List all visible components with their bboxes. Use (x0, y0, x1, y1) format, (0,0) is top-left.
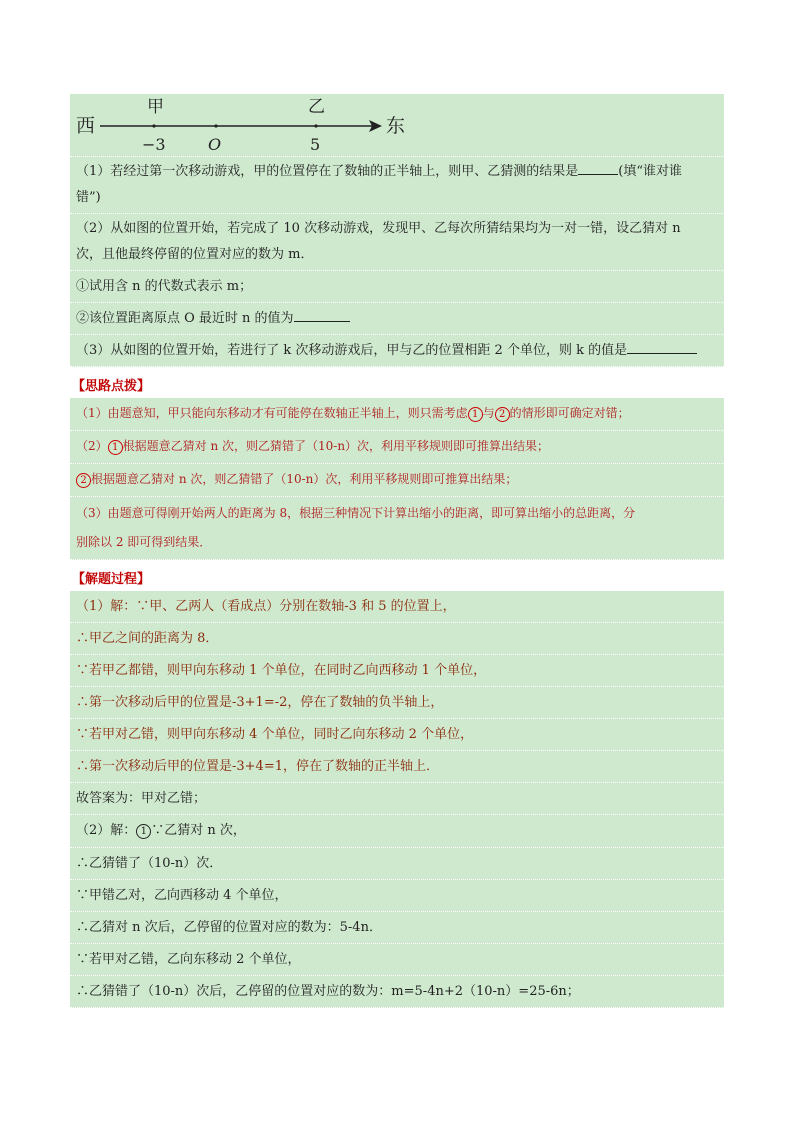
hint-1-mid: 与 (482, 406, 495, 420)
solution-heading: 【解题过程】 (70, 560, 724, 591)
hint-block (70, 398, 724, 560)
tick-label-5: 5 (310, 135, 321, 154)
question-2-part1: ①试用含 n 的代数式表示 m； (70, 271, 724, 303)
circled-number-2: 2 (495, 407, 510, 422)
solution-line: ∴甲乙之间的距离为 8． (70, 623, 724, 655)
solution-2-text: ∵乙猜对 n 次， (151, 823, 246, 838)
solution-line: ∵甲错乙对，乙向西移动 4 个单位， (70, 880, 724, 912)
answer-blank-3[interactable] (627, 353, 697, 354)
west-label: 西 (76, 115, 96, 137)
east-label: 东 (386, 115, 406, 137)
solution-line: ∵若甲对乙错，则甲向东移动 4 个单位，同时乙向东移动 2 个单位， (70, 719, 724, 751)
question-2-text: （2）从如图的位置开始，若完成了 10 次移动游戏，发现甲、乙每次所猜结果均为一对一错，设乙猜对 n (76, 221, 681, 236)
circled-number-2: 2 (76, 473, 91, 488)
solution-line: ∴乙猜错了（10-n）次． (70, 848, 724, 880)
problem-block (70, 94, 724, 367)
hint-4-text: （3）由题意可得刚开始两人的距离为 8，根据三种情况下计算出缩小的距离，即可算出缩小的总距离，分 (76, 506, 636, 520)
circled-number-1: 1 (108, 440, 123, 455)
hint-2-text: 根据题意乙猜对 n 次，则乙猜错了（10-n）次，利用平移规则即可推算出结果； (122, 439, 550, 453)
solution-line: ∴第一次移动后甲的位置是-3+1=-2，停在了数轴的负半轴上， (70, 687, 724, 719)
solution-line: ∴乙猜错了（10-n）次后，乙停留的位置对应的数为：m=5-4n+2（10-n）=25-6n； (70, 976, 724, 1008)
question-2 (70, 214, 724, 271)
hint-2-prefix: （2） (76, 439, 108, 453)
hint-1-end: 的情形即可确定对错； (509, 406, 630, 420)
jia-label: 甲 (147, 97, 164, 117)
solution-line: ∴乙猜对 n 次后，乙停留的位置对应的数为：5-4n． (70, 912, 724, 944)
yi-label: 乙 (308, 97, 325, 117)
hint-line-2 (70, 431, 724, 464)
question-2-part2 (70, 303, 724, 335)
question-1-text: （1）若经过第一次移动游戏，甲的位置停在了数轴的正半轴上，则甲、乙猜测的结果是 (76, 164, 579, 179)
hint-heading: 【思路点拨】 (70, 367, 724, 398)
question-1-text-cont: 错”) (76, 190, 101, 205)
solution-line: （1）解：∵甲、乙两人（看成点）分别在数轴-3 和 5 的位置上， (70, 591, 724, 623)
hint-line-4 (70, 497, 724, 560)
circled-number-1: 1 (136, 824, 151, 839)
point-b (314, 124, 317, 127)
solution-2-prefix: （2）解： (76, 823, 137, 838)
answer-blank-1[interactable] (578, 174, 618, 175)
answer-blank-2[interactable] (294, 321, 350, 322)
solution-line: 故答案为：甲对乙错； (70, 783, 724, 815)
number-line-figure (70, 94, 724, 157)
point-a (152, 124, 155, 127)
solution-line: ∵若甲乙都错，则甲向东移动 1 个单位，在同时乙向西移动 1 个单位， (70, 655, 724, 687)
question-1 (70, 157, 724, 214)
tick-label-origin: O (208, 135, 222, 154)
point-o (214, 124, 217, 127)
solution-line (70, 815, 724, 848)
document-page (70, 94, 724, 1008)
question-3-text: （3）从如图的位置开始，若进行了 k 次移动游戏后，甲与乙的位置相距 2 个单位，则 k 的值是 (76, 343, 628, 358)
hint-line-1 (70, 398, 724, 431)
hint-1-text: （1）由题意知，甲只能向东移动才有可能停在数轴正半轴上，则只需考虑 (76, 406, 468, 420)
question-2-part2-text: ②该位置距离原点 O 最近时 n 的值为 (76, 311, 294, 326)
hint-3-text: 根据题意乙猜对 n 次，则乙猜错了（10-n）次，利用平移规则即可推算出结果； (91, 472, 518, 486)
question-3 (70, 335, 724, 367)
tick-label-minus3: −3 (142, 135, 166, 154)
hint-4-text-cont: 别除以 2 即可得到结果． (76, 535, 212, 549)
circled-number-1: 1 (468, 407, 483, 422)
solution-line: ∵若甲对乙错，乙向东移动 2 个单位， (70, 944, 724, 976)
solution-line: ∴第一次移动后甲的位置是-3+4=1，停在了数轴的正半轴上． (70, 751, 724, 783)
hint-line-3 (70, 464, 724, 497)
solution-block (70, 591, 724, 1008)
question-2-text-cont: 次，且他最终停留的位置对应的数为 m． (76, 247, 314, 262)
question-1-hint: (填“谁对谁 (618, 164, 682, 179)
